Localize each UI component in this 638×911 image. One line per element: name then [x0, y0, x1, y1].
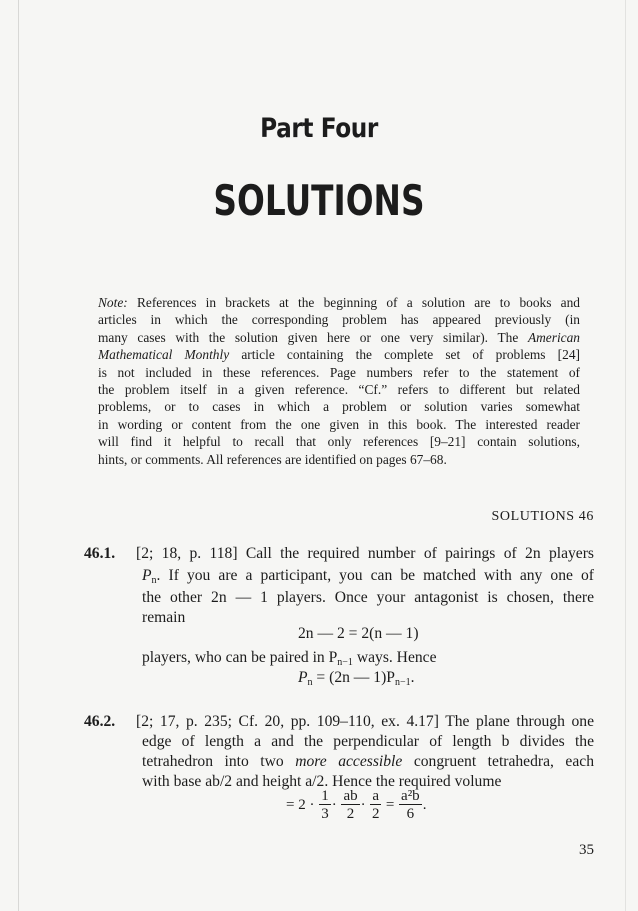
fraction: $\frac{ab}{2}$	[343, 788, 358, 822]
solution-number: 46.1.	[84, 545, 116, 562]
note-line: articles in which the corresponding problem has appeared previously (in	[98, 312, 580, 328]
note-line: the problem itself in a given reference. “Cf.” refers to different but related	[98, 382, 580, 398]
volume-equation: = 2 · $\frac{1}{3}$ · $\frac{ab}{2}$ · $\frac{a}{2}$ = $\frac{\text{a²b}}{6}$ .	[286, 788, 427, 822]
note-line: Note: References in brackets at the beginning of a solution are to books and	[98, 295, 580, 310]
solution-line: [2; 18, p. 118] Call the required number of pairings of 2n players	[136, 545, 594, 562]
fraction: $\frac{a}{2}$	[371, 788, 380, 822]
solution-line: $P_n$. If you are a participant, you can be matched with any one of	[142, 567, 594, 586]
solution-line: players, who can be paired in $P_{n-1}$ ways. Hence	[142, 649, 437, 668]
note-paragraph	[98, 294, 580, 468]
equation: 2n — 2 = 2(n — 1)	[298, 625, 419, 642]
note-label: Note:	[98, 295, 128, 310]
note-line: many cases with the solution given here or one very similar). The American	[98, 329, 580, 345]
solution-number: 46.2.	[84, 713, 116, 730]
solution-46-1	[84, 544, 594, 694]
note-line: will find it helpful to recall that only references [9–21] contain solutions,	[98, 434, 580, 450]
fraction: $\frac{1}{3}$	[321, 788, 329, 822]
solution-line: [2; 17, p. 235; Cf. 20, pp. 109–110, ex. 4.17] The plane through one	[136, 713, 594, 730]
solution-line: remain	[142, 609, 186, 626]
solution-line: the other 2n — 1 players. Once your antagonist is chosen, there	[142, 589, 594, 606]
solution-line: with base ab/2 and height a/2. Hence the required volume	[142, 773, 502, 790]
section-title: SOLUTIONS	[213, 176, 425, 225]
note-line: hints, or comments. All references are identified on pages 67–68.	[98, 451, 447, 467]
page-edge-left	[18, 0, 19, 911]
fraction: $\frac{\text{a²b}}{6}$	[401, 788, 420, 822]
solution-line: tetrahedron into two more accessible congruent tetrahedra, each	[142, 753, 594, 770]
solution-line: edge of length a and the perpendicular of length b divides the	[142, 733, 594, 750]
note-line: is not included in these references. Page numbers refer to the statement of	[98, 364, 580, 380]
equation: $P_n = (2n$ — $1)P_{n-1}$.	[298, 669, 415, 688]
page-edge-right	[625, 0, 626, 911]
note-line: problems, or to cases in which a problem or solution varies somewhat	[98, 399, 580, 415]
part-title: Part Four	[260, 113, 378, 144]
page-number: 35	[579, 842, 594, 858]
running-head: SOLUTIONS 46	[491, 509, 594, 524]
note-line: Mathematical Monthly article containing the complete set of problems [24]	[98, 347, 580, 363]
note-line: in wording or content from the one given in this book. The interested reader	[98, 416, 580, 432]
